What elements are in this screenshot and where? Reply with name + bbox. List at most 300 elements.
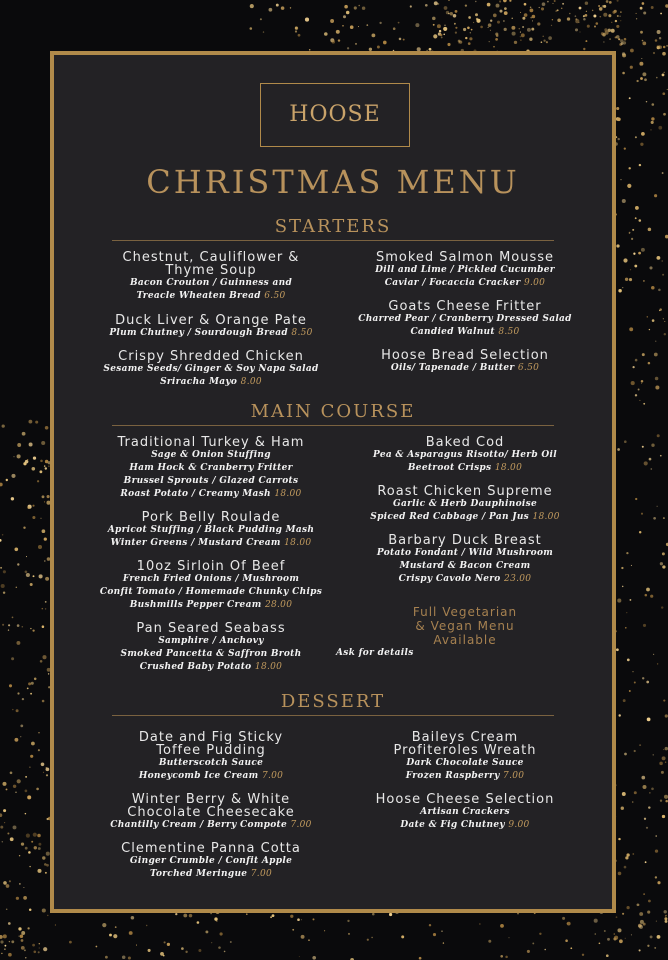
glitter-dot [599,7,603,11]
menu-item-name: Crispy Shredded Chicken [118,349,304,364]
menu-item-description-text: Chantilly Cream / Berry Compote [110,820,288,830]
glitter-dot [607,938,610,941]
glitter-dot [583,18,586,21]
menu-item [82,560,340,612]
section-heading-dessert: DESSERT [112,691,554,716]
glitter-dot [532,20,533,21]
menu-item-description [82,376,340,389]
glitter-dot [443,27,447,31]
glitter-dot [629,690,631,692]
menu-item-name: Duck Liver & Orange Pate [115,313,307,328]
glitter-dot [651,787,654,790]
glitter-dot [505,956,508,959]
glitter-dot [105,956,108,959]
glitter-dot [664,321,665,322]
glitter-dot [626,612,627,613]
glitter-dot [69,941,72,944]
glitter-dot [2,782,6,786]
glitter-dot [3,881,7,885]
glitter-dot [504,11,508,15]
glitter-dot [636,80,638,82]
glitter-dot [520,12,521,13]
glitter-dot [634,682,636,684]
glitter-dot [0,813,2,817]
glitter-dot [635,394,637,396]
glitter-dot [441,931,442,932]
glitter-dot [16,587,17,588]
glitter-dot [622,72,625,75]
glitter-dot [660,800,662,802]
glitter-dot [455,27,457,29]
glitter-dot [617,0,619,2]
glitter-dot [12,617,14,619]
glitter-dot [625,278,628,281]
menu-item-description: Apricot Stuffing / Black Pudding Mash [107,525,315,535]
glitter-dot [425,4,428,7]
menu-item-description: Confit Tomato / Homemade Chunky Chips [99,587,323,597]
menu-item-description [336,462,594,475]
glitter-dot [444,6,448,10]
glitter-dot [632,853,634,855]
glitter-dot [46,774,48,776]
glitter-dot [639,949,641,951]
glitter-dot [458,40,461,43]
glitter-dot [347,47,349,49]
glitter-dot [102,923,106,927]
menu-item-description-text: Torched Meringue [149,869,248,879]
menu-item-description [82,868,340,881]
glitter-dot [622,792,626,796]
glitter-dot [433,34,437,38]
glitter-dot [33,833,37,837]
glitter-dot [23,526,25,528]
glitter-dot [31,682,34,685]
glitter-dot [606,0,609,3]
glitter-dot [175,913,177,915]
glitter-dot [562,3,564,5]
glitter-dot [42,700,45,703]
glitter-dot [448,0,450,1]
menu-item-name: Pan Seared Seabass [136,621,286,636]
glitter-dot [620,11,621,12]
glitter-dot [546,41,548,43]
glitter-dot [521,33,525,37]
glitter-dot [42,856,45,859]
glitter-dot [336,30,340,34]
glitter-dot [25,847,28,850]
glitter-dot [6,908,8,910]
glitter-dot [38,732,39,733]
glitter-dot [569,13,571,15]
glitter-dot [606,954,609,957]
glitter-dot [644,818,646,820]
glitter-dot [557,19,561,23]
glitter-dot [615,20,617,22]
glitter-dot [630,66,633,69]
glitter-dot [476,19,480,23]
glitter-dot [642,72,646,76]
menu-item-description-text: Crispy Cavolo Nero [398,574,501,584]
menu-item-description: Ham Hock & Cranberry Fritter [129,463,293,473]
glitter-dot [465,4,467,6]
glitter-dot [7,832,9,834]
menu-item-price: 8.00 [240,377,262,387]
glitter-dot [0,539,2,542]
glitter-dot [512,18,513,19]
glitter-dot [12,709,13,710]
glitter-dot [520,32,521,33]
glitter-dot [624,866,627,869]
glitter-dot [358,5,360,7]
menu-item [82,314,340,340]
glitter-dot [24,949,26,951]
menu-item-name: Clementine Panna Cotta [121,841,301,856]
glitter-dot [612,11,615,14]
glitter-dot [488,23,492,27]
menu-item-description-text: Candied Walnut [410,327,495,337]
menu-item-description [336,362,594,375]
menu-item [82,511,340,550]
vegetarian-note [336,605,594,660]
glitter-dot [639,164,641,166]
menu-item-name: Roast Chicken Supreme [377,484,553,499]
glitter-dot [250,4,254,8]
glitter-dot [542,36,543,37]
glitter-dot [32,629,34,631]
glitter-dot [508,937,509,938]
glitter-dot [36,788,39,791]
glitter-dot [609,1,612,4]
glitter-dot [29,443,33,447]
glitter-dot [312,956,316,960]
glitter-dot [522,26,524,28]
glitter-dot [41,441,45,445]
glitter-dot [663,749,664,750]
menu-item-description-text: Beetroot Crisps [407,463,492,473]
glitter-dot [455,10,458,13]
glitter-dot [631,238,633,240]
glitter-dot [25,776,27,778]
glitter-dot [642,42,646,46]
glitter-dot [167,943,170,946]
glitter-dot [246,913,248,915]
glitter-dot [348,933,350,935]
glitter-dot [433,24,435,26]
glitter-dot [465,37,467,39]
glitter-dot [630,269,631,270]
glitter-dot [468,16,471,19]
glitter-dot [479,923,480,924]
glitter-dot [276,4,279,7]
glitter-dot [8,629,9,630]
glitter-dot [608,14,611,17]
glitter-dot [37,834,41,838]
glitter-dot [488,940,491,943]
glitter-dot [17,624,20,627]
menu-item-name: Date and Fig Sticky [138,730,284,745]
glitter-dot [270,916,272,918]
glitter-dot [44,501,45,502]
glitter-dot [634,750,636,752]
glitter-dot [650,468,652,470]
glitter-dot [638,252,641,255]
glitter-dot [16,709,19,712]
glitter-dot [639,912,643,916]
menu-item-description-text: Winter Greens / Mustard Cream [110,538,281,548]
glitter-dot [27,688,29,690]
glitter-dot [642,785,646,789]
glitter-dot [429,924,431,926]
glitter-dot [42,625,45,628]
glitter-dot [562,917,565,920]
menu-item [82,731,340,783]
glitter-dot [39,943,40,944]
menu-item-price: 9.00 [523,278,546,288]
glitter-dot [651,444,654,447]
starters-right-column [336,251,594,375]
glitter-dot [344,5,348,9]
glitter-dot [623,41,626,44]
glitter-dot [642,353,645,356]
menu-item-description [336,277,594,290]
menu-item [336,485,594,524]
menu-item-price: 9.00 [508,820,530,830]
glitter-dot [527,28,531,32]
menu-item-price: 23.00 [504,574,532,584]
menu-item-description [82,661,340,674]
menu-item [336,731,594,783]
glitter-dot [603,41,604,42]
glitter-dot [592,10,594,12]
glitter-dot [647,911,650,914]
glitter-dot [585,40,587,42]
glitter-dot [410,5,412,7]
glitter-dot [599,942,601,944]
glitter-dot [447,43,450,46]
glitter-dot [595,933,597,935]
glitter-dot [1,953,2,954]
glitter-dot [642,40,644,42]
glitter-dot [656,921,657,922]
glitter-dot [613,933,615,935]
glitter-dot [4,822,5,823]
menu-item-description [336,819,594,832]
glitter-dot [652,319,655,322]
menu-item-description [82,819,340,832]
glitter-dot [6,479,8,481]
glitter-dot [653,654,654,655]
glitter-dot [641,248,645,252]
glitter-dot [260,18,262,20]
glitter-dot [47,915,48,916]
glitter-dot [21,842,24,845]
glitter-dot [437,3,439,5]
glitter-dot [96,946,98,948]
glitter-dot [371,937,372,938]
glitter-dot [290,915,293,918]
menu-item-description: French Fried Onions / Mushroom [122,574,300,584]
glitter-dot [587,25,590,28]
glitter-dot [19,883,21,885]
glitter-dot [9,880,11,882]
glitter-dot [2,624,4,626]
glitter-dot [463,28,466,31]
glitter-dot [489,41,490,42]
glitter-dot [185,951,187,953]
glitter-dot [618,838,620,840]
glitter-dot [44,863,47,866]
glitter-dot [0,567,2,569]
glitter-dot [631,565,632,566]
glitter-dot [653,517,656,520]
glitter-dot [618,872,622,876]
glitter-dot [618,38,620,40]
glitter-dot [299,956,300,957]
glitter-dot [653,754,654,755]
glitter-dot [371,33,375,37]
glitter-dot [22,626,24,628]
glitter-dot [25,957,26,958]
menu-item-description: Dark Chocolate Sauce [406,758,524,768]
glitter-dot [524,3,527,6]
menu-item [82,350,340,389]
glitter-dot [220,932,223,935]
menu-item-description: Bacon Crouton / Guinness and [129,278,293,288]
glitter-dot [622,53,626,57]
glitter-dot [661,606,663,608]
menu-item-price: 7.00 [290,820,312,830]
menu-item-price: 18.00 [254,662,283,672]
glitter-dot [146,925,147,926]
glitter-dot [331,40,335,44]
glitter-dot [555,10,557,12]
glitter-dot [301,935,305,939]
glitter-dot [183,914,187,918]
glitter-dot [658,289,661,292]
glitter-dot [638,924,642,928]
menu-item-name-continued: Profiteroles Wreath [393,743,537,758]
dessert-right-column [336,731,594,832]
glitter-dot [532,942,534,944]
glitter-dot [21,931,25,935]
glitter-dot [661,771,664,774]
glitter-dot [663,700,665,702]
menu-item-description [336,573,594,586]
glitter-dot [662,74,665,77]
menu-item [336,300,594,339]
glitter-dot [646,588,650,592]
glitter-dot [21,946,25,950]
glitter-dot [27,927,29,929]
glitter-dot [38,847,41,850]
glitter-dot [621,567,623,569]
glitter-dot [579,31,580,32]
glitter-dot [29,909,32,912]
glitter-dot [11,940,14,943]
glitter-dot [529,8,533,12]
glitter-dot [662,92,665,95]
glitter-dot [622,586,624,588]
glitter-dot [648,900,651,903]
glitter-dot [649,266,652,269]
glitter-dot [664,795,668,799]
glitter-dot [616,35,620,39]
glitter-dot [290,7,291,8]
glitter-dot [487,3,491,7]
glitter-dot [575,18,577,20]
glitter-dot [295,30,297,32]
glitter-dot [517,913,518,914]
glitter-dot [448,13,450,15]
glitter-dot [38,843,41,846]
glitter-dot [552,19,553,20]
glitter-dot [46,767,50,771]
glitter-dot [662,552,665,555]
glitter-dot [524,13,528,17]
glitter-dot [34,846,37,849]
glitter-dot [389,913,392,916]
glitter-dot [651,286,655,290]
glitter-dot [657,506,658,507]
glitter-dot [646,681,649,684]
glitter-dot [520,36,521,37]
glitter-dot [181,947,184,950]
glitter-dot [623,258,627,262]
glitter-dot [47,818,49,820]
glitter-dot [617,928,621,932]
glitter-dot [197,921,200,924]
glitter-dot [298,34,301,37]
glitter-dot [27,459,28,460]
glitter-dot [419,957,422,960]
menu-item-description [336,511,594,524]
glitter-dot [42,529,46,533]
glitter-dot [20,935,24,939]
glitter-dot [13,785,16,788]
glitter-dot [37,480,39,482]
glitter-dot [628,167,630,169]
glitter-dot [330,19,334,23]
glitter-dot [23,887,24,888]
glitter-dot [634,265,637,268]
glitter-dot [40,660,43,663]
glitter-dot [625,938,626,939]
glitter-dot [342,25,344,27]
glitter-dot [18,936,19,937]
glitter-dot [44,465,45,466]
glitter-dot [433,933,436,936]
glitter-dot [504,7,507,10]
glitter-dot [614,936,618,940]
glitter-dot [655,377,659,381]
glitter-dot [578,22,579,23]
glitter-dot [13,456,14,457]
glitter-dot [109,934,112,937]
glitter-dot [511,26,515,30]
glitter-dot [639,531,641,533]
glitter-dot [292,929,294,931]
glitter-dot [640,7,643,10]
glitter-dot [0,483,3,487]
glitter-dot [649,458,652,461]
menu-item-description [82,537,340,550]
glitter-dot [662,52,666,56]
glitter-dot [603,13,607,17]
glitter-dot [6,884,10,888]
glitter-dot [32,944,35,947]
glitter-dot [624,147,626,149]
glitter-dot [43,947,47,951]
